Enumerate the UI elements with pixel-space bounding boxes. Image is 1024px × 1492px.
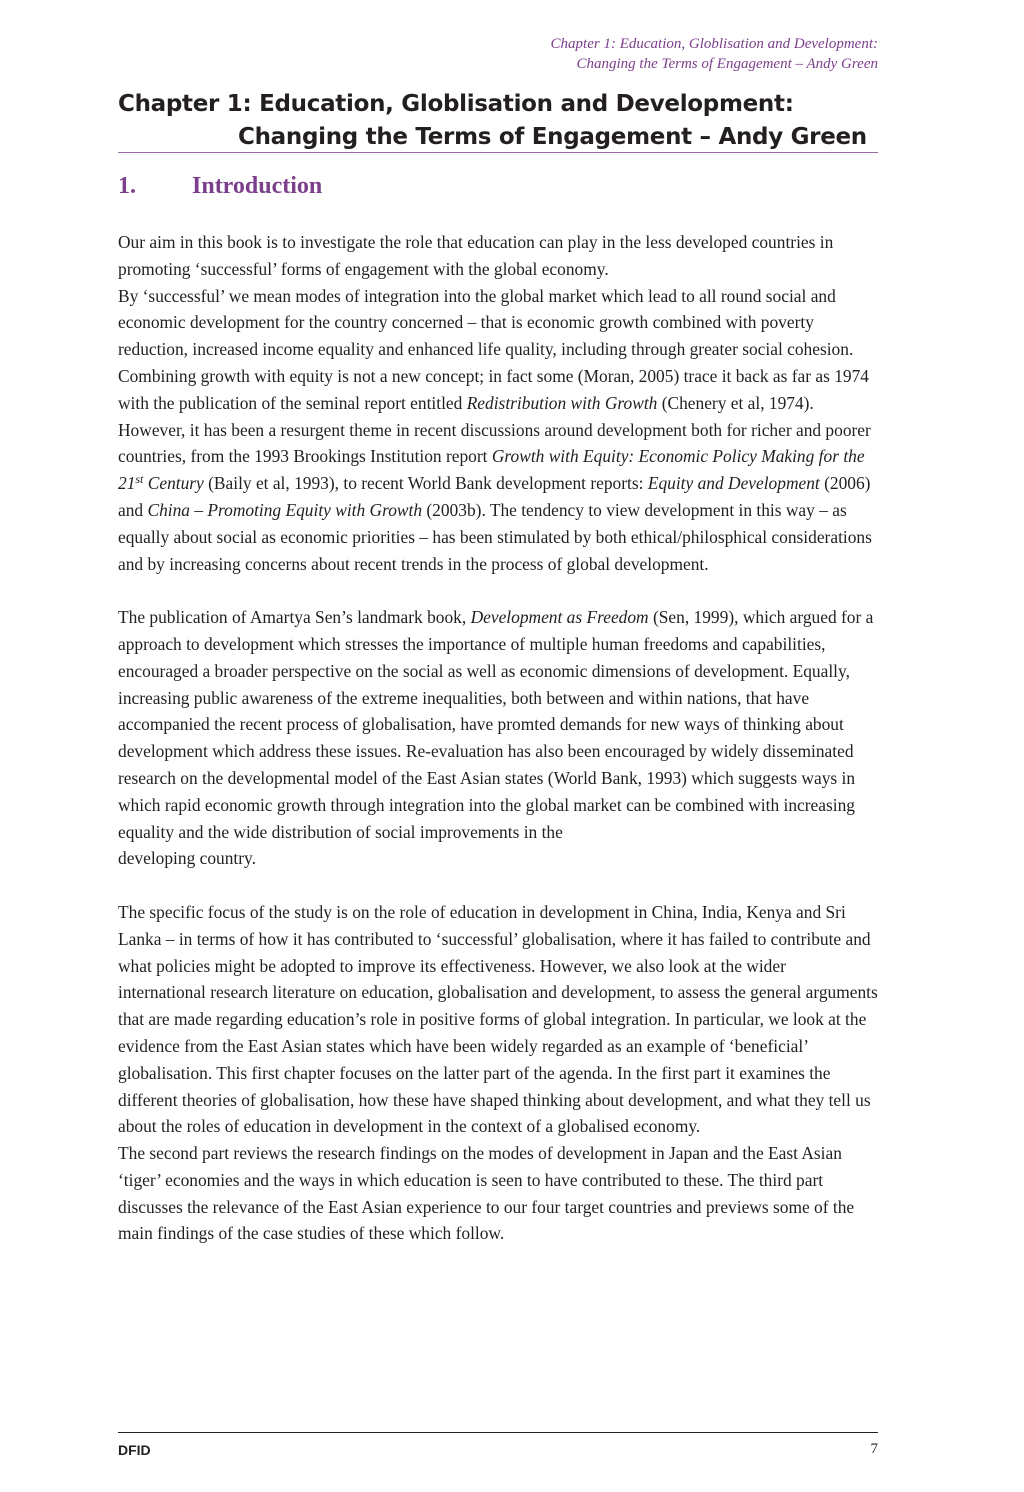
paragraph-1-text-i: (2006) and bbox=[118, 473, 871, 520]
paragraph-1-text-g: (Baily et al, 1993), to recent World Bank development reports: bbox=[203, 473, 648, 494]
running-header-line-2: Changing the Terms of Engagement – Andy Green bbox=[576, 56, 878, 72]
running-header-line-1: Chapter 1: Education, Globlisation and Development: bbox=[550, 36, 878, 52]
chapter-title-line-2: Changing the Terms of Engagement – Andy Green bbox=[238, 124, 867, 150]
footer-publisher: DFID bbox=[118, 1442, 151, 1458]
paragraph-1-superscript: st bbox=[135, 472, 144, 487]
paragraph-1-title-growth-equity-text: Growth with Equity: Economic Policy Making for the 21 bbox=[118, 446, 865, 494]
paragraph-1-title-china: China – Promoting Equity with Growth bbox=[147, 499, 423, 520]
paragraph-2-title-development-freedom: Development as Freedom bbox=[470, 607, 649, 628]
paragraph-2-text-d: developing country. bbox=[118, 848, 256, 869]
running-header bbox=[278, 34, 878, 74]
chapter-title-line-1: Chapter 1: Education, Globlisation and Development: bbox=[118, 91, 794, 117]
paragraph-3-text-a: The specific focus of the study is on the role of education in development in China, India, Kenya and Sri Lanka – in terms of how it has contributed to ‘successful’ globalisation, where it has failed to contribute and what policies might be adopted to improve its effectiveness. However, we also look at the wider international research literature on education, globalisation and development, to assess the general arguments that are made regarding education’s role in positive forms of global integration. In particular, we look at the evidence from the East Asian states which have been widely regarded as an example of ‘beneficial’ globalisation. This first chapter focuses on the latter part of the agenda. In the first part it examines the different theories of globalisation, how these have shaped thinking about development, and what they tell us about the roles of education in development in the context of a globalised economy. bbox=[118, 901, 878, 1137]
paragraph-1-text-d: (Chenery et al, 1974). However, it has been a resurgent theme in recent discussions around development both for richer and poorer countries, from the 1993 Brookings Institution report bbox=[118, 392, 871, 467]
paragraph-2-text-c: (Sen, 1999), which argued for a approach to development which stresses the importance of multiple human freedoms and capabilities, encouraged a broader perspective on the social as well as economic dimensions of development. Equally, increasing public awareness of the extreme inequalities, both between and within nations, that have accompanied the recent process of globalisation, have promted demands for new ways of thinking about development which address these issues. Re-evaluation has also been encouraged by widely disseminated research on the developmental model of the East Asian states (World Bank, 1993) which suggests ways in which rapid economic growth through integration into the global market can be combined with increasing equality and the wide distribution of social improvements in the bbox=[118, 607, 874, 842]
section-title: Introduction bbox=[192, 173, 323, 199]
paragraph-2 bbox=[118, 604, 878, 872]
page-number: 7 bbox=[870, 1441, 878, 1457]
paragraph-3-text-b: The second part reviews the research findings on the modes of development in Japan and the East Asian ‘tiger’ economies and the ways in which education is seen to have contributed to these. The third part discusses the relevance of the East Asian experience to our four target countries and previews some of the main findings of the case studies of these which follow. bbox=[118, 1143, 855, 1244]
paragraph-1-title-century: Century bbox=[143, 473, 204, 494]
footer-divider bbox=[118, 1432, 878, 1433]
paragraph-1-text-a: Our aim in this book is to investigate the role that education can play in the less developed countries in promoting ‘successful’ forms of engagement with the global economy. bbox=[118, 232, 834, 279]
paragraph-2-text-a: The publication of Amartya Sen’s landmark book, bbox=[118, 607, 471, 628]
paragraph-1 bbox=[118, 229, 878, 577]
paragraph-3 bbox=[118, 899, 878, 1247]
paragraph-1-title-redistribution: Redistribution with Growth bbox=[466, 392, 658, 413]
chapter-title bbox=[118, 88, 878, 154]
section-number: 1. bbox=[118, 173, 136, 199]
paragraph-1-text-k: (2003b). The tendency to view development in this way – as equally about social as economic priorities – has been stimulated by both ethical/philosphical considerations and by increasing concerns about recent trends in the process of global development. bbox=[118, 499, 872, 574]
body-text bbox=[118, 229, 878, 1274]
paragraph-1-title-equity-development: Equity and Development bbox=[647, 473, 820, 494]
title-divider bbox=[118, 152, 878, 153]
section-heading bbox=[118, 170, 322, 202]
paragraph-1-text-b: By ‘successful’ we mean modes of integration into the global market which lead to all round social and economic development for the country concerned – that is economic growth combined with poverty reduction, increased income equality and enhanced life quality, including through greater social cohesion. Combining growth with equity is not a new concept; in fact some (Moran, 2005) trace it back as far as 1974 with the publication of the seminal report entitled bbox=[118, 285, 869, 413]
